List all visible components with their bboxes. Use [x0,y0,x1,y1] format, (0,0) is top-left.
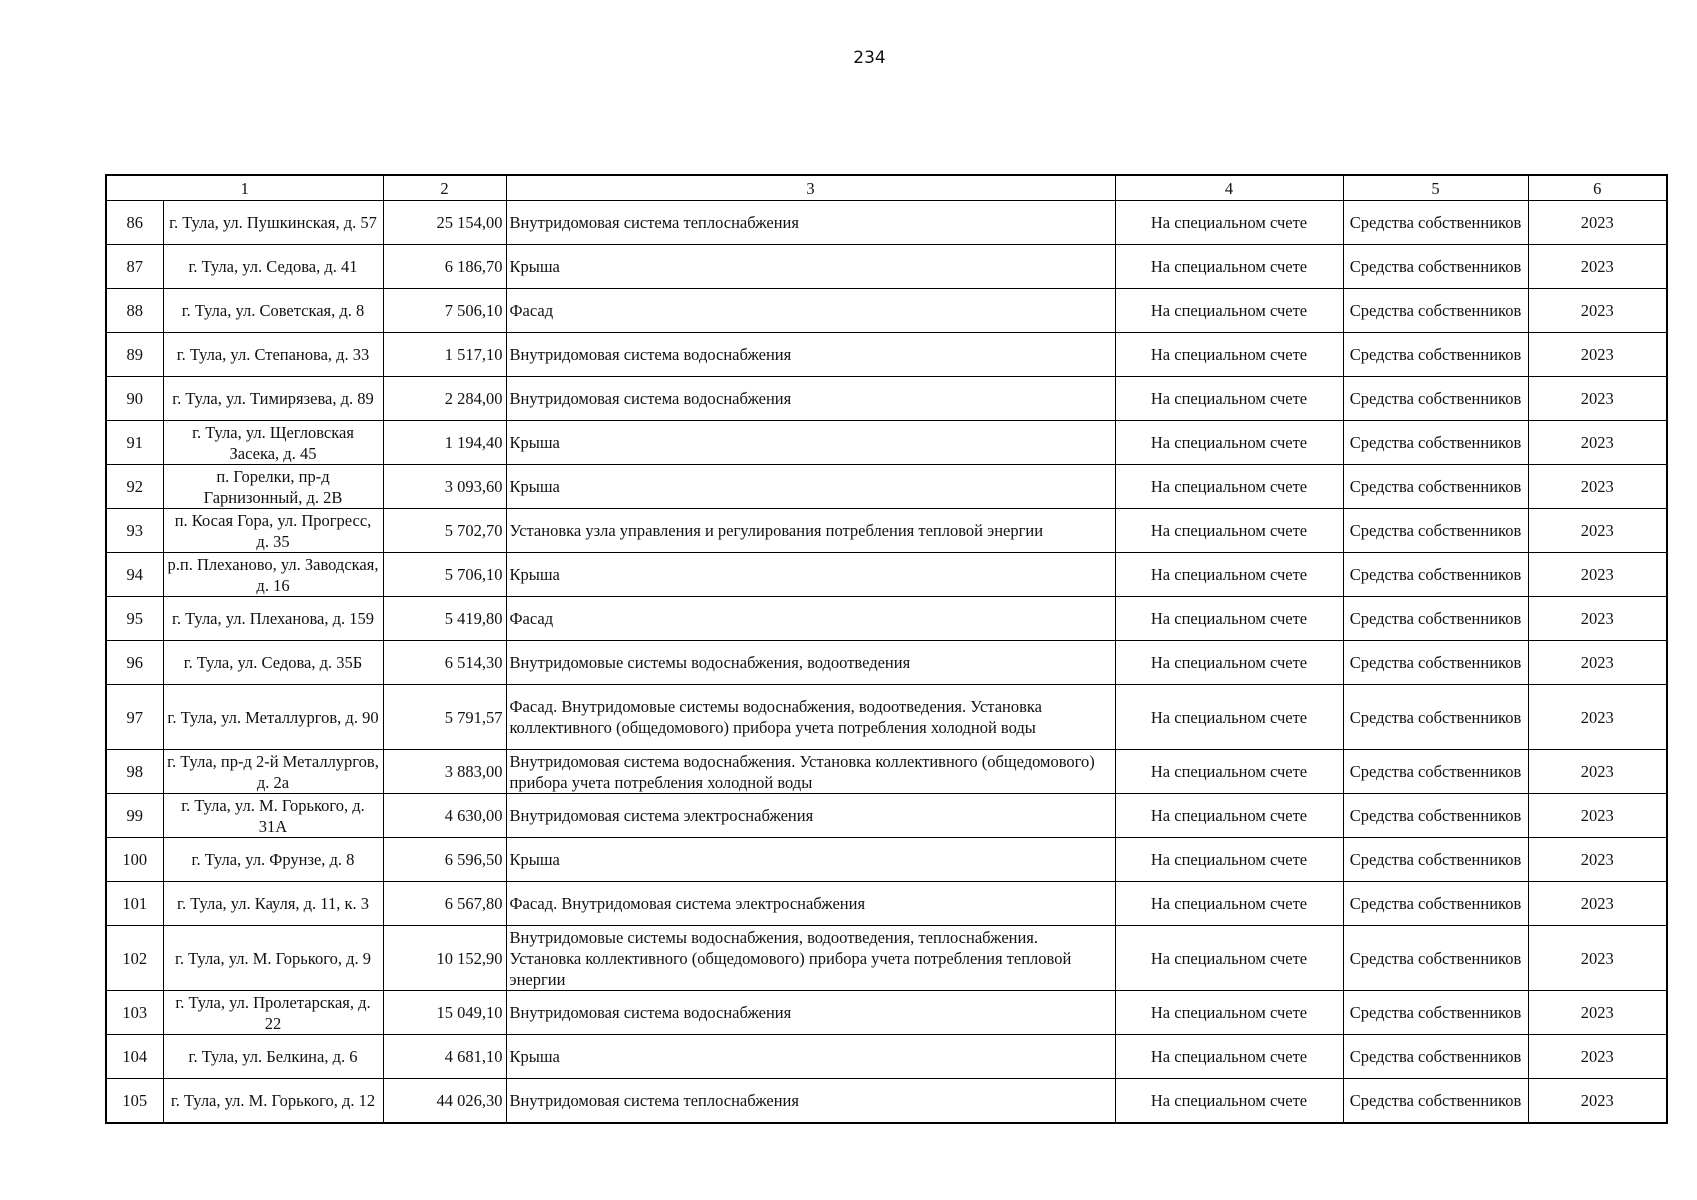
funding-source-cell: Средства собственников [1343,245,1528,289]
row-number: 95 [106,597,163,641]
table-row [106,421,1667,465]
address-cell: г. Тула, пр-д 2-й Металлургов, д. 2а [163,750,383,794]
amount-cell: 6 567,80 [383,882,506,926]
row-number: 94 [106,553,163,597]
year-cell: 2023 [1528,377,1667,421]
funding-source-cell: Средства собственников [1343,201,1528,245]
table-row [106,750,1667,794]
account-method-cell: На специальном счете [1115,245,1343,289]
account-method-cell: На специальном счете [1115,201,1343,245]
amount-cell: 5 706,10 [383,553,506,597]
amount-cell: 5 419,80 [383,597,506,641]
account-method-cell: На специальном счете [1115,509,1343,553]
table-row [106,465,1667,509]
column-number-row [106,175,1667,201]
funding-source-cell: Средства собственников [1343,926,1528,991]
row-number: 90 [106,377,163,421]
address-cell: г. Тула, ул. М. Горького, д. 12 [163,1079,383,1124]
year-cell: 2023 [1528,289,1667,333]
header-col-3: 3 [506,175,1115,201]
amount-cell: 1 194,40 [383,421,506,465]
amount-cell: 5 791,57 [383,685,506,750]
row-number: 89 [106,333,163,377]
account-method-cell: На специальном счете [1115,926,1343,991]
funding-source-cell: Средства собственников [1343,750,1528,794]
row-number: 102 [106,926,163,991]
account-method-cell: На специальном счете [1115,685,1343,750]
address-cell: г. Тула, ул. Металлургов, д. 90 [163,685,383,750]
row-number: 86 [106,201,163,245]
address-cell: г. Тула, ул. Фрунзе, д. 8 [163,838,383,882]
account-method-cell: На специальном счете [1115,838,1343,882]
address-cell: г. Тула, ул. Советская, д. 8 [163,289,383,333]
year-cell: 2023 [1528,597,1667,641]
account-method-cell: На специальном счете [1115,641,1343,685]
amount-cell: 3 883,00 [383,750,506,794]
row-number: 87 [106,245,163,289]
funding-source-cell: Средства собственников [1343,465,1528,509]
year-cell: 2023 [1528,882,1667,926]
account-method-cell: На специальном счете [1115,465,1343,509]
row-number: 101 [106,882,163,926]
funding-source-cell: Средства собственников [1343,553,1528,597]
amount-cell: 7 506,10 [383,289,506,333]
address-cell: г. Тула, ул. М. Горького, д. 31А [163,794,383,838]
repair-register-table [105,174,1668,1124]
table-row [106,685,1667,750]
work-type-cell: Внутридомовая система теплоснабжения [506,201,1115,245]
work-type-cell: Внутридомовая система водоснабжения [506,377,1115,421]
work-type-cell: Крыша [506,1035,1115,1079]
year-cell: 2023 [1528,1035,1667,1079]
funding-source-cell: Средства собственников [1343,991,1528,1035]
address-cell: г. Тула, ул. Степанова, д. 33 [163,333,383,377]
account-method-cell: На специальном счете [1115,991,1343,1035]
year-cell: 2023 [1528,685,1667,750]
header-col-1: 1 [106,175,383,201]
row-number: 98 [106,750,163,794]
table-row [106,597,1667,641]
funding-source-cell: Средства собственников [1343,289,1528,333]
work-type-cell: Крыша [506,421,1115,465]
work-type-cell: Внутридомовая система электроснабжения [506,794,1115,838]
year-cell: 2023 [1528,509,1667,553]
address-cell: г. Тула, ул. Кауля, д. 11, к. 3 [163,882,383,926]
funding-source-cell: Средства собственников [1343,421,1528,465]
funding-source-cell: Средства собственников [1343,1035,1528,1079]
amount-cell: 4 681,10 [383,1035,506,1079]
account-method-cell: На специальном счете [1115,794,1343,838]
work-type-cell: Внутридомовые системы водоснабжения, водоотведения [506,641,1115,685]
row-number: 92 [106,465,163,509]
work-type-cell: Внутридомовая система водоснабжения [506,333,1115,377]
address-cell: г. Тула, ул. Седова, д. 35Б [163,641,383,685]
funding-source-cell: Средства собственников [1343,377,1528,421]
amount-cell: 25 154,00 [383,201,506,245]
funding-source-cell: Средства собственников [1343,838,1528,882]
year-cell: 2023 [1528,245,1667,289]
account-method-cell: На специальном счете [1115,750,1343,794]
address-cell: г. Тула, ул. Пролетарская, д. 22 [163,991,383,1035]
header-col-2: 2 [383,175,506,201]
year-cell: 2023 [1528,553,1667,597]
funding-source-cell: Средства собственников [1343,882,1528,926]
year-cell: 2023 [1528,421,1667,465]
work-type-cell: Внутридомовая система водоснабжения. Установка коллективного (общедомового) прибора учета потребления холодной воды [506,750,1115,794]
header-col-4: 4 [1115,175,1343,201]
account-method-cell: На специальном счете [1115,1035,1343,1079]
account-method-cell: На специальном счете [1115,421,1343,465]
work-type-cell: Крыша [506,245,1115,289]
year-cell: 2023 [1528,333,1667,377]
page-number: 234 [853,48,886,68]
table-row [106,991,1667,1035]
amount-cell: 1 517,10 [383,333,506,377]
year-cell: 2023 [1528,926,1667,991]
address-cell: г. Тула, ул. Щегловская Засека, д. 45 [163,421,383,465]
row-number: 96 [106,641,163,685]
account-method-cell: На специальном счете [1115,377,1343,421]
row-number: 104 [106,1035,163,1079]
table-row [106,926,1667,991]
table-row [106,1079,1667,1124]
amount-cell: 6 186,70 [383,245,506,289]
table-row [106,377,1667,421]
work-type-cell: Крыша [506,465,1115,509]
amount-cell: 3 093,60 [383,465,506,509]
account-method-cell: На специальном счете [1115,882,1343,926]
row-number: 88 [106,289,163,333]
address-cell: г. Тула, ул. Тимирязева, д. 89 [163,377,383,421]
funding-source-cell: Средства собственников [1343,794,1528,838]
table-row [106,201,1667,245]
work-type-cell: Внутридомовая система водоснабжения [506,991,1115,1035]
account-method-cell: На специальном счете [1115,333,1343,377]
funding-source-cell: Средства собственников [1343,685,1528,750]
table-row [106,509,1667,553]
address-cell: п. Косая Гора, ул. Прогресс, д. 35 [163,509,383,553]
funding-source-cell: Средства собственников [1343,509,1528,553]
table-row [106,838,1667,882]
work-type-cell: Фасад [506,289,1115,333]
table-row [106,641,1667,685]
address-cell: г. Тула, ул. Белкина, д. 6 [163,1035,383,1079]
funding-source-cell: Средства собственников [1343,597,1528,641]
amount-cell: 10 152,90 [383,926,506,991]
work-type-cell: Установка узла управления и регулирования потребления тепловой энергии [506,509,1115,553]
account-method-cell: На специальном счете [1115,1079,1343,1124]
account-method-cell: На специальном счете [1115,553,1343,597]
year-cell: 2023 [1528,794,1667,838]
work-type-cell: Крыша [506,838,1115,882]
work-type-cell: Внутридомовая система теплоснабжения [506,1079,1115,1124]
work-type-cell: Внутридомовые системы водоснабжения, водоотведения, теплоснабжения. Установка коллективного (общедомового) прибора учета потребления тепловой энергии [506,926,1115,991]
row-number: 91 [106,421,163,465]
year-cell: 2023 [1528,838,1667,882]
year-cell: 2023 [1528,991,1667,1035]
row-number: 93 [106,509,163,553]
address-cell: п. Горелки, пр-д Гарнизонный, д. 2В [163,465,383,509]
amount-cell: 6 596,50 [383,838,506,882]
address-cell: г. Тула, ул. Пушкинская, д. 57 [163,201,383,245]
table-row [106,882,1667,926]
account-method-cell: На специальном счете [1115,597,1343,641]
row-number: 103 [106,991,163,1035]
address-cell: р.п. Плеханово, ул. Заводская, д. 16 [163,553,383,597]
amount-cell: 4 630,00 [383,794,506,838]
header-col-6: 6 [1528,175,1667,201]
table-body [106,201,1667,1124]
table-row [106,553,1667,597]
row-number: 97 [106,685,163,750]
table-row [106,245,1667,289]
year-cell: 2023 [1528,641,1667,685]
row-number: 105 [106,1079,163,1124]
table-row [106,1035,1667,1079]
work-type-cell: Фасад [506,597,1115,641]
row-number: 100 [106,838,163,882]
year-cell: 2023 [1528,201,1667,245]
header-col-5: 5 [1343,175,1528,201]
amount-cell: 6 514,30 [383,641,506,685]
funding-source-cell: Средства собственников [1343,641,1528,685]
address-cell: г. Тула, ул. Седова, д. 41 [163,245,383,289]
year-cell: 2023 [1528,465,1667,509]
amount-cell: 2 284,00 [383,377,506,421]
year-cell: 2023 [1528,1079,1667,1124]
account-method-cell: На специальном счете [1115,289,1343,333]
amount-cell: 5 702,70 [383,509,506,553]
work-type-cell: Фасад. Внутридомовые системы водоснабжения, водоотведения. Установка коллективного (общедомового) прибора учета потребления холодной воды [506,685,1115,750]
address-cell: г. Тула, ул. М. Горького, д. 9 [163,926,383,991]
work-type-cell: Фасад. Внутридомовая система электроснабжения [506,882,1115,926]
work-type-cell: Крыша [506,553,1115,597]
row-number: 99 [106,794,163,838]
funding-source-cell: Средства собственников [1343,333,1528,377]
funding-source-cell: Средства собственников [1343,1079,1528,1124]
table-row [106,289,1667,333]
table-row [106,333,1667,377]
amount-cell: 15 049,10 [383,991,506,1035]
amount-cell: 44 026,30 [383,1079,506,1124]
address-cell: г. Тула, ул. Плеханова, д. 159 [163,597,383,641]
table-row [106,794,1667,838]
year-cell: 2023 [1528,750,1667,794]
